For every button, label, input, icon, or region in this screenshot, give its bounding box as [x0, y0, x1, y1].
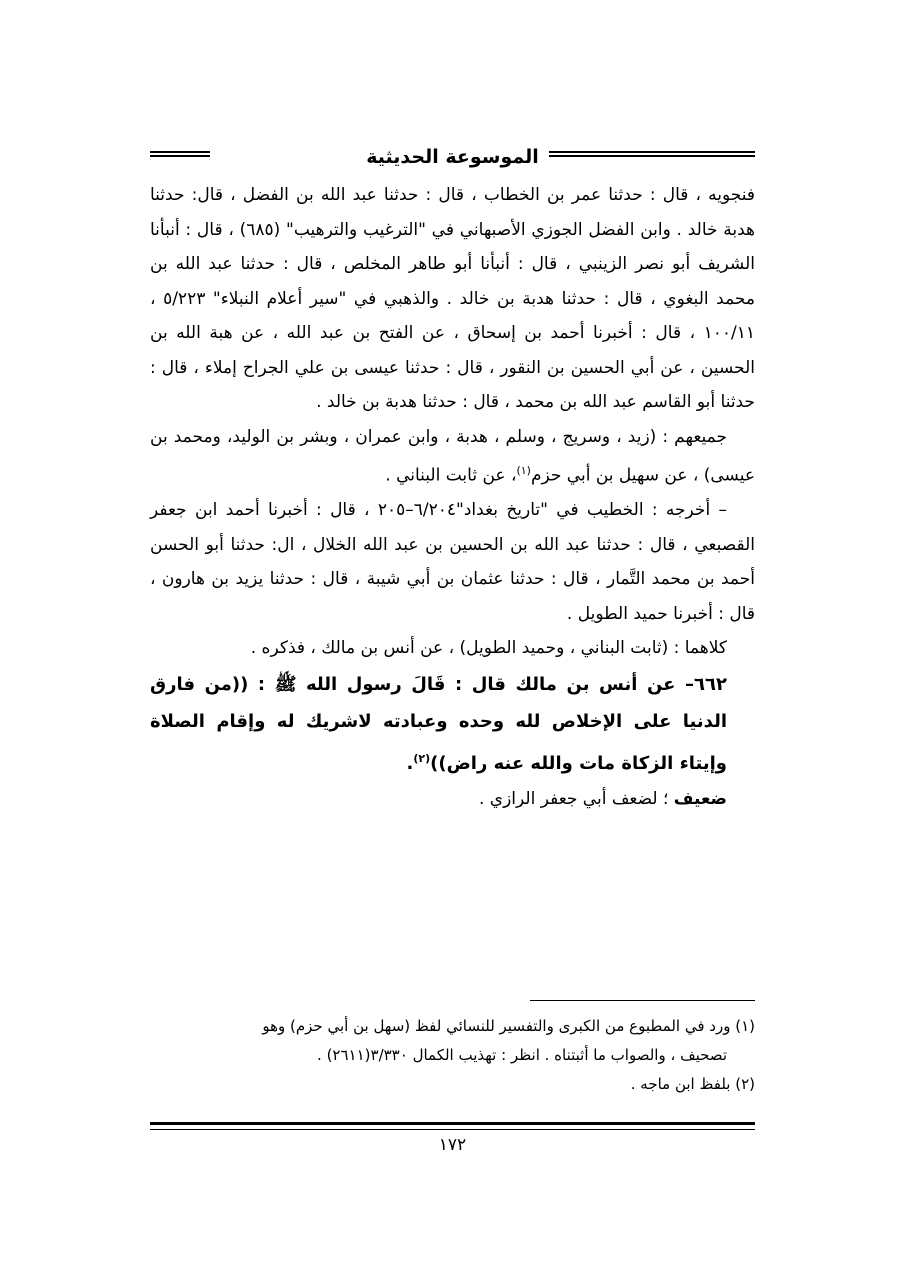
footnote-ref-2[interactable]: (٢) — [413, 751, 431, 765]
footnote-ref-1[interactable]: (١) — [516, 464, 531, 477]
paragraph-khatib: – أخرجه : الخطيب في "تاريخ بغداد"٦/٢٠٤–٢٠٥ ، قال : أخبرنا أحمد ابن جعفر القصبعي ، قال : حدثنا عبد الله بن الحسين بن عبد الله الخلال ، ال: حدثنا أبو الحسن أحمد بن محمد التَّمار ، قال : حدثنا عثمان بن أبي شيبة ، قال : حدثنا يزيد بن هارون ، قال : أخبرنا حميد الطويل . — [150, 500, 755, 624]
paragraph-both: كلاهما : (ثابت البناني ، وحميد الطويل) ، عن أنس بن مالك ، فذكره . — [250, 638, 727, 659]
running-header — [150, 142, 755, 172]
hadith-grade — [150, 782, 755, 817]
main-text — [150, 178, 755, 816]
footnote-separator — [530, 1000, 755, 1001]
footnote-2: (٢) بلفظ ابن ماجه . — [630, 1075, 755, 1093]
footnote-1-cont: تصحيف ، والصواب ما أثبتناه . انظر : تهذيب الكمال ٣/٣٣٠(٢٦١١) . — [317, 1046, 727, 1064]
hadith-end: . — [406, 752, 414, 774]
bottom-rule — [150, 1122, 755, 1130]
footnote-1: (١) ورد في المطبوع من الكبرى والتفسير للنسائي لفظ (سهل بن أبي حزم) وهو — [262, 1017, 755, 1035]
para2-text-b: ، عن ثابت البناني . — [385, 465, 517, 486]
grade-text: ؛ لضعف أبي جعفر الرازي . — [478, 788, 669, 809]
page-number: ١٧٢ — [438, 1135, 467, 1155]
hadith-662 — [150, 666, 755, 782]
grade-label: ضعيف — [673, 788, 727, 809]
paragraph-sources: فنجويه ، قال : حدثنا عمر بن الخطاب ، قال : حدثنا عبد الله بن الفضل ، قال: حدثنا هدبة خالد . وابن الفضل الجوزي الأصبهاني في "الترغيب والترهيب" (٦٨٥) ، قال : أنبأنا الشريف أبو نصر الزينبي ، قال : أنبأنا أبو طاهر المخلص ، قال : حدثنا عبد الله بن محمد البغوي ، قال : حدثنا هدبة بن خالد . والذهبي في "سير أعلام النبلاء" ٥/٢٢٣ ، ١٠٠/١١ ، قال : أخبرنا أحمد بن إسحاق ، عن الفتح بن عبد الله ، عن هبة الله بن الحسين ، عن أبي الحسين بن النقور ، قال : حدثنا عيسى بن علي الجراح إملاء ، قال : حدثنا أبو القاسم عبد الله بن محمد ، قال : حدثنا هدبة بن خالد . — [150, 185, 756, 412]
header-title: الموسوعة الحديثية — [356, 146, 549, 168]
para2-text-a: جميعهم : (زيد ، وسريج ، وسلم ، هدبة ، وابن عمران ، وبشر بن الوليد، ومحمد بن عيسى) ، عن سهيل بن أبي حزم — [150, 426, 755, 486]
paragraph-all-of-them — [150, 420, 755, 494]
header-title-wrap — [150, 142, 755, 172]
footnotes — [150, 1012, 755, 1099]
hadith-text: ٦٦٢– عن أنس بن مالك قال : قَالَ رسول الله ﷺ : ((من فارق الدنيا على الإخلاص لله وحده وعبادته لاشريك له وإقام الصلاة وإيتاء الزكاة مات والله عنه راض)) — [150, 673, 727, 774]
